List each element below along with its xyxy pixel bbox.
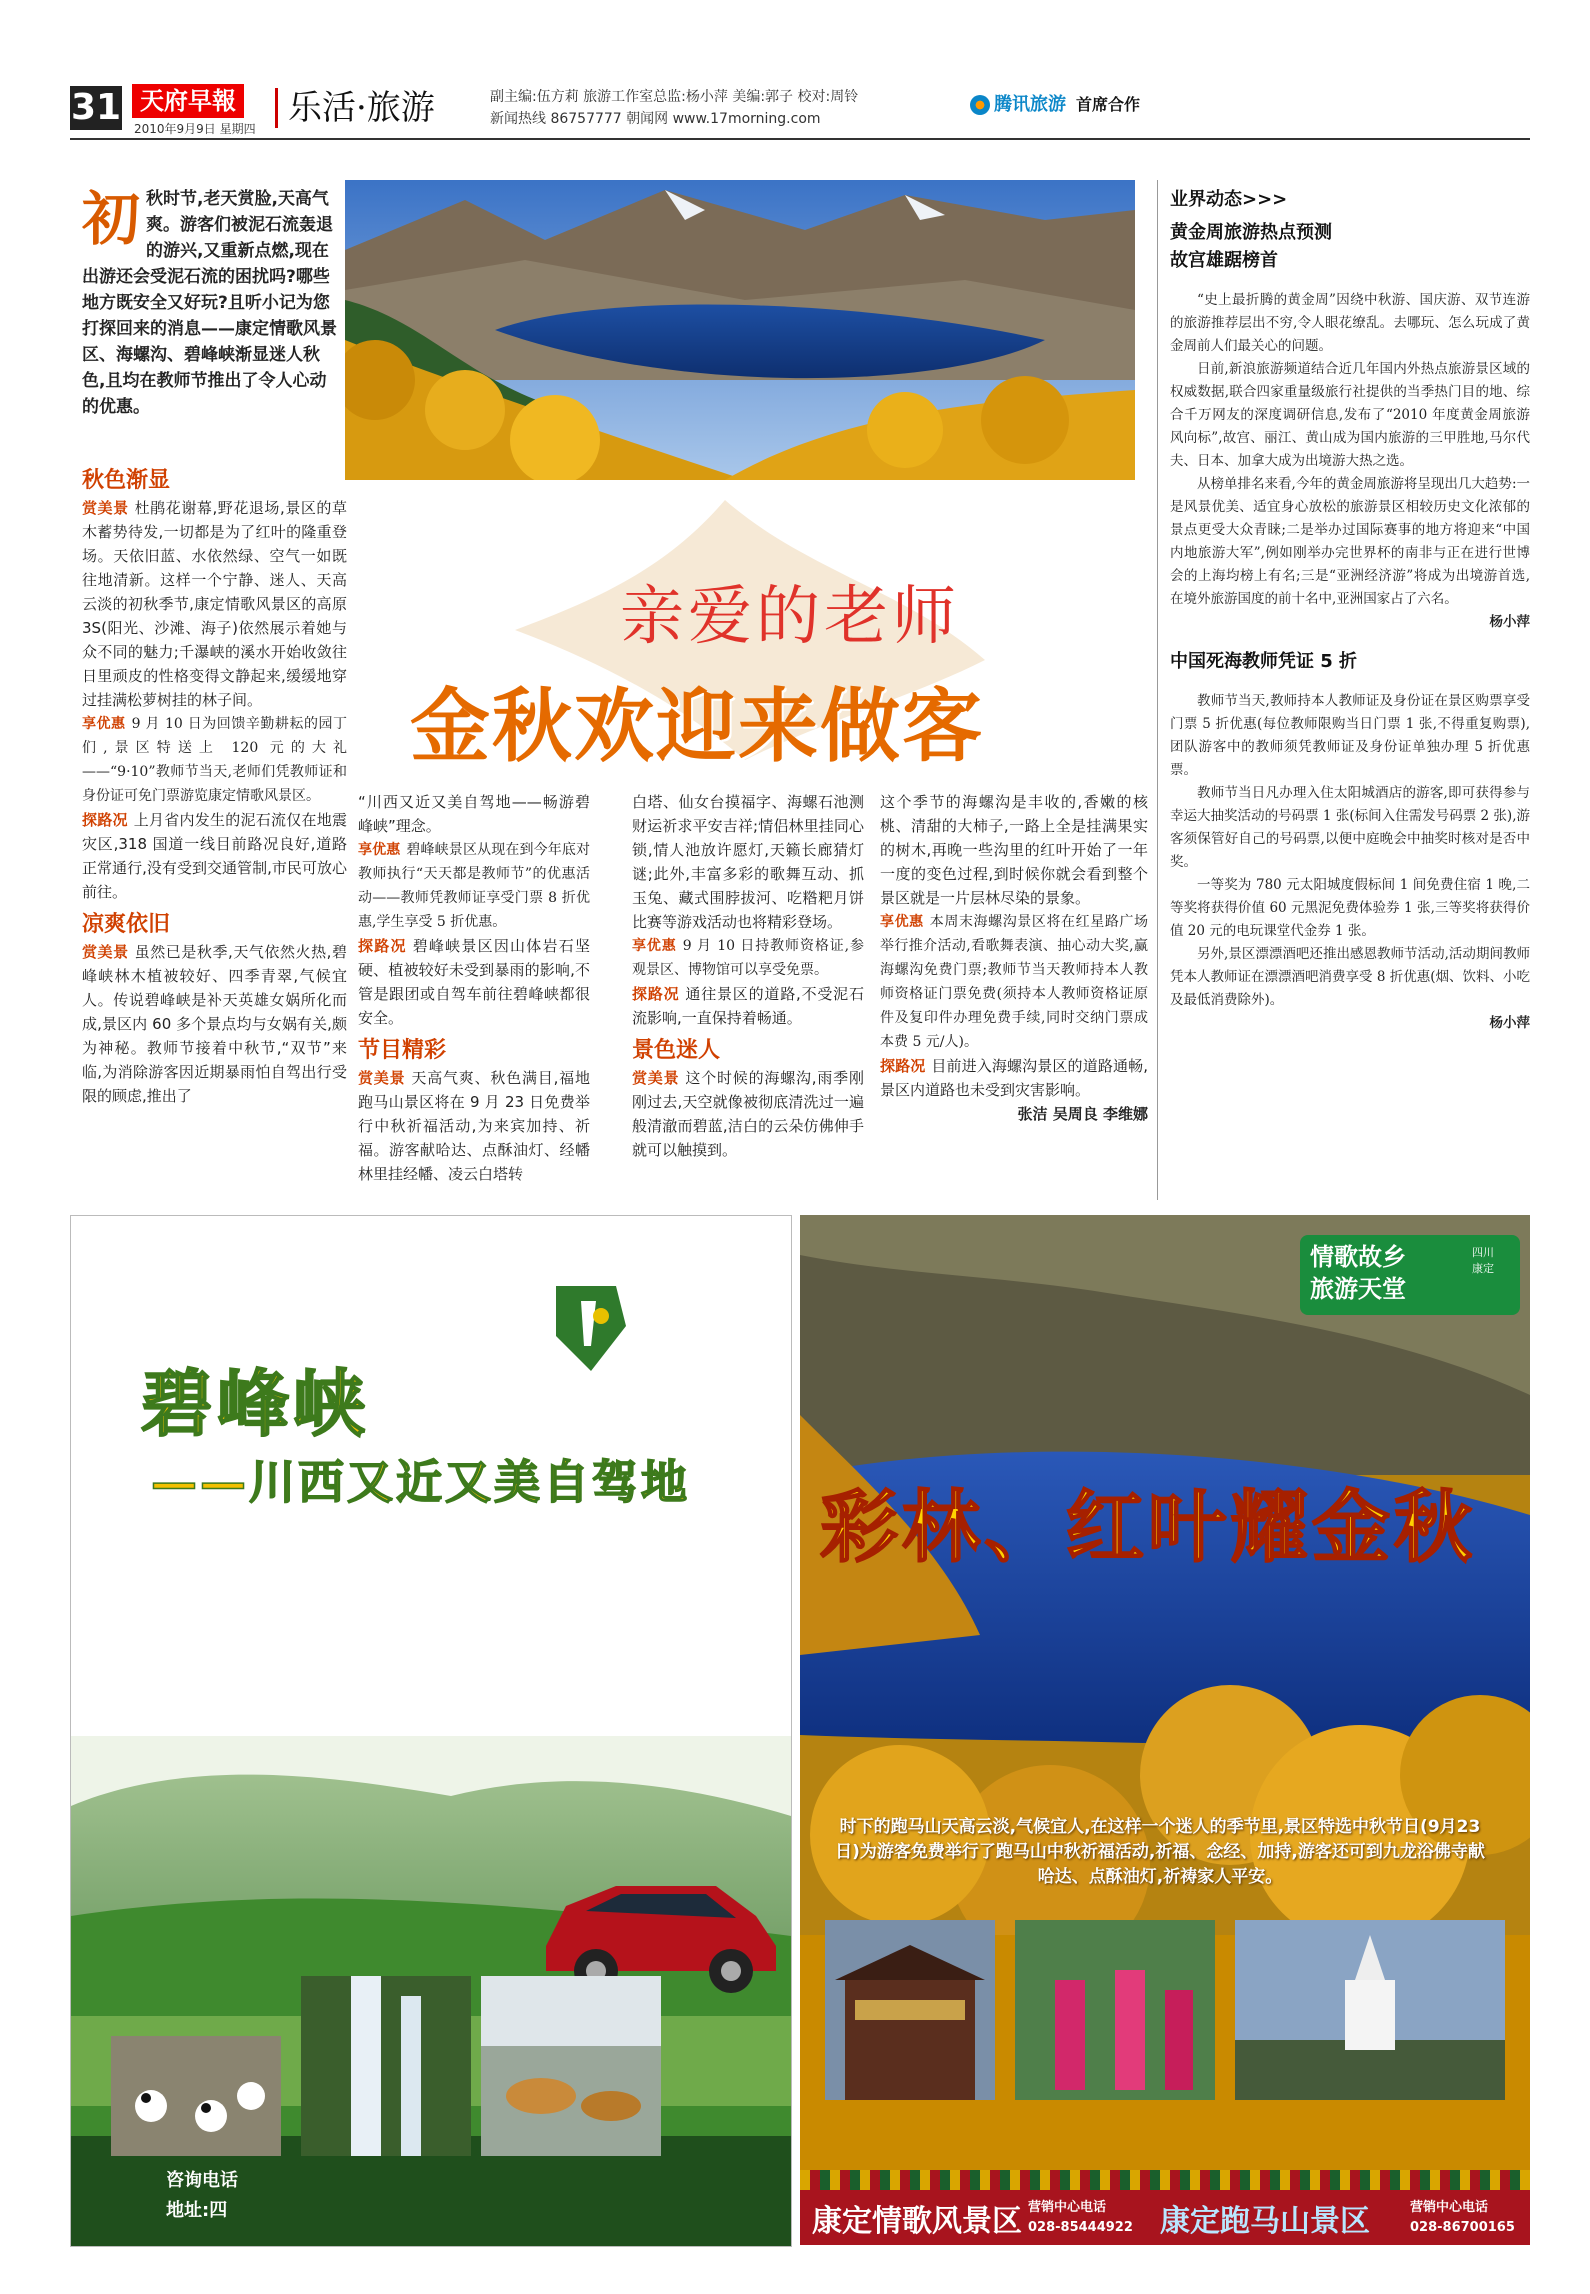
badge-side: [1472, 1245, 1494, 1277]
partner-logo-text: 腾讯旅游: [994, 94, 1066, 115]
news1-headline-line-1: 黄金周旅游热点预测: [1170, 222, 1332, 243]
col1-tag-4: 赏美景: [82, 943, 129, 961]
article-column-4: [880, 790, 1148, 1126]
column-divider: [1157, 180, 1158, 1200]
col3-para-3: [632, 982, 864, 1030]
contact-phone-label: 咨询电话: [166, 2170, 238, 2191]
kangding-ad: [800, 1215, 1530, 2245]
col1-para-2: [82, 712, 347, 808]
scenic-name-2: 康定跑马山景区: [1160, 2204, 1370, 2239]
col2-para-4: [358, 1066, 590, 1186]
kangding-footer: [800, 2190, 1530, 2245]
tencent-logo-icon: [970, 95, 990, 115]
panda-photo: [111, 2036, 281, 2156]
drop-cap: 初: [82, 185, 141, 253]
phone-number-2: 028-86700165: [1410, 2220, 1515, 2235]
partner-logo: [970, 94, 1066, 115]
news2-para-3: 一等奖为 780 元太阳城度假标间 1 间免费住宿 1 晚,二等奖将获得价值 60 元黑泥免费体验券 1 张,三等奖将获得价值 20 元的电玩课堂代金券 1 张。: [1170, 877, 1530, 939]
bifengxia-ad: [70, 1215, 792, 2247]
col2-text-2: 碧峰峡景区从现在到今年底对教师执行“天天都是教师节”的优惠活动——教师凭教师证享受门票 8 折优惠,学生享受 5 折优惠。: [358, 842, 591, 930]
news2-para-1: 教师节当天,教师持本人教师证及身份证在景区购票享受门票 5 折优惠(每位教师限购当日门票 1 张,不得重复购票),团队游客中的教师须凭教师证及身份证单独办理 5 折优惠票。: [1170, 693, 1530, 778]
badge-side-line-1: 四川: [1472, 1246, 1494, 1259]
news1-para-1: “史上最折腾的黄金周”因绕中秋游、国庆游、双节连游的旅游推荐层出不穷,令人眼花缭乱。去哪玩、怎么玩成了黄金周前人们最关心的问题。: [1170, 292, 1530, 354]
news2-para-4: 另外,景区漂漂酒吧还推出感恩教师节活动,活动期间教师凭本人教师证在漂漂酒吧消费享受 8 折优惠(烟、饮料、小吃及最低消费除外)。: [1170, 946, 1530, 1008]
col3-text-4: 这个时候的海螺沟,雨季刚刚过去,天空就像被彻底清洗过一遍般清澈而碧蓝,洁白的云朵仿佛伸手就可以触摸到。: [632, 1069, 864, 1159]
news1-headline: [1170, 219, 1530, 275]
col2-text-4: 天高气爽、秋色满目,福地跑马山景区将在 9 月 23 日免费举行中秋祈福活动,为来宾加持、祈福。游客献哈达、点酥油灯、经幡林里挂经幡、凌云白塔转: [358, 1069, 590, 1183]
badge-title-line-2: 旅游天堂: [1310, 1275, 1406, 1303]
news1-body: [1170, 289, 1530, 634]
news2-body: [1170, 690, 1530, 1035]
news2-byline: 杨小萍: [1489, 1015, 1530, 1031]
col1-para-1: [82, 496, 347, 712]
col1-text-4: 虽然已是秋季,天气依然火热,碧峰峡林木植被较好、四季青翠,气候宜人。传说碧峰峡是补天英雄女娲所化而成,景区内 60 多个景点均与女娲有关,颇为神秘。教师节接着中秋节,“双节”来临,为消除游客因近期暴雨怕自驾出行受限的顾虑,推出了: [82, 943, 347, 1105]
phone-block-2: [1410, 2198, 1515, 2238]
col3-para-4: [632, 1066, 864, 1162]
col2-tag-2: 享优惠: [358, 842, 401, 858]
header-rule: [70, 138, 1530, 140]
subhead-cool: 凉爽依旧: [82, 911, 171, 937]
news1-para-2: 日前,新浪旅游频道结合近几年国内外热点旅游景区域的权威数据,联合四家重量级旅行社提供的当季热门目的地、综合千万网友的深度调研信息,发布了“2010 年度黄金周旅游风向标”,故宫、丽江、黄山成为国内旅游的三甲胜地,马尔代夫、日本、加拿大成为出境游大热之选。: [1170, 361, 1530, 469]
bifengxia-contact: [166, 2166, 238, 2226]
col3-text-2: 9 月 10 日持教师资格证,参观景区、博物馆可以享受免票。: [632, 938, 865, 978]
col3-tag-2: 享优惠: [632, 938, 677, 954]
col1-tag-2: 享优惠: [82, 716, 126, 732]
news1-byline: 杨小萍: [1489, 614, 1530, 630]
tiger-photo: [481, 1976, 661, 2156]
col3-text-3: 通往景区的道路,不受泥石流影响,一直保持着畅通。: [632, 985, 864, 1027]
lake-photo: [345, 180, 1135, 480]
tibetan-building-photo: [825, 1920, 995, 2100]
article-column-3: [632, 790, 864, 1162]
article-column-2: [358, 790, 590, 1186]
industry-news-column: [1170, 185, 1530, 1035]
phone-label-1: 营销中心电话: [1028, 2200, 1107, 2215]
paper-name: 天府早報: [132, 84, 244, 118]
tibetan-pattern-border: [800, 2170, 1530, 2190]
waterfall-photo: [301, 1976, 471, 2156]
col4-tag-3: 探路况: [880, 1057, 926, 1075]
suv-car-photo: [526, 1856, 786, 1996]
lead-paragraph: [82, 186, 337, 420]
contact-address-label: 地址:四: [166, 2200, 228, 2221]
subhead-program: 节目精彩: [358, 1037, 447, 1063]
col4-text-2: 本周末海螺沟景区将在红星路广场举行推介活动,看歌舞表演、抽心动大奖,赢海螺沟免费门票;教师节当天教师持本人教师资格证门票免费(须持本人教师资格证原件及复印件办理免费手续,同时交纳门票成本费 5 元/人)。: [880, 914, 1149, 1050]
col2-tag-4: 赏美景: [358, 1069, 406, 1087]
news2-para-2: 教师节当日凡办理入住太阳城酒店的游客,即可获得参与幸运大抽奖活动的号码票 1 张(标间入住需发号码票 2 张),游客须保管好自己的号码票,以便中庭晚会中抽奖时核对是否中奖。: [1170, 785, 1530, 870]
kangding-title: 彩林、红叶耀金秋: [820, 1483, 1477, 1573]
col1-text-2: 9 月 10 日为回馈辛勤耕耘的园丁们,景区特送上 120 元的大礼——“9·10”教师节当天,老师们凭教师证和身份证可免门票游览康定情歌风景区。: [82, 716, 347, 804]
col1-text-1: 杜鹃花谢幕,野花退场,景区的草木蓄势待发,一切都是为了红叶的隆重登场。天依旧蓝、水依然绿、空气一如既往地清新。这样一个宁静、迷人、天高云淡的初秋季节,康定情歌风景区的高原 3S(阳光、沙滩、海子)依然展示着她与众不同的魅力;千瀑峡的溪水开始收敛往日里顽皮的性格变得文静起来,缓缓地穿过挂满松萝树挂的林子间。: [82, 499, 347, 709]
article-column-1: [82, 460, 347, 1108]
subhead-autumn: 秋色渐显: [82, 467, 171, 493]
credits-line-2: 新闻热线 86757777 朝闻网 www.17morning.com: [490, 111, 821, 127]
partner-text: 首席合作: [1076, 95, 1141, 114]
col4-para-3: [880, 1054, 1148, 1102]
lake-photo-svg: [345, 180, 1135, 480]
col4-tag-2: 享优惠: [880, 914, 924, 930]
col4-byline: 张洁 吴周良 李维娜: [1017, 1105, 1148, 1123]
badge-title: [1310, 1241, 1406, 1305]
phone-number-1: 028-85444922: [1028, 2220, 1133, 2235]
col1-text-3: 上月省内发生的泥石流仅在地震灾区,318 国道一线目前路况良好,道路正常通行,没有受到交通管制,市民可放心前往。: [82, 811, 347, 901]
col1-para-3: [82, 808, 347, 904]
dancers-photo: [1015, 1920, 1215, 2100]
kangding-badge: [1300, 1235, 1520, 1315]
subhead-scenery: 景色迷人: [632, 1037, 721, 1063]
col3-tag-4: 赏美景: [632, 1069, 680, 1087]
lead-text: 秋时节,老天赏脸,天高气爽。游客们被泥石流轰退的游兴,又重新点燃,现在出游还会受泥石流的困扰吗?哪些地方既安全又好玩?且听小记为您打探回来的消息——康定情歌风景区、海螺沟、碧峰峡渐显迷人秋色,且均在教师节推出了令人心动的优惠。: [82, 189, 337, 417]
section-title: 乐活·旅游: [275, 88, 435, 128]
col1-tag-1: 赏美景: [82, 499, 129, 517]
phone-block-1: [1028, 2198, 1133, 2238]
headline-line-2: 金秋欢迎来做客: [410, 680, 984, 773]
badge-side-line-2: 康定: [1472, 1262, 1494, 1275]
kangding-promo-text: 时下的跑马山天高云淡,气候宜人,在这样一个迷人的季节里,景区特选中秋节日(9月23日)为游客免费举行了跑马山中秋祈福活动,祈福、念经、加持,游客还可到九龙浴佛寺献哈达、点酥油灯,祈祷家人平安。: [835, 1817, 1485, 1887]
bifengxia-logo-icon: [546, 1276, 636, 1376]
news2-headline: 中国死海教师凭证 5 折: [1170, 651, 1358, 672]
page-number: 31: [70, 87, 122, 128]
col2-para-3: [358, 934, 590, 1030]
news1-para-3: 从榜单排名来看,今年的黄金周旅游将呈现出几大趋势:一是风景优美、适宜身心放松的旅游景区相较历史文化浓郁的景点更受大众青睐;二是举办过国际赛事的地方将迎来“中国内地旅游大军”,例如刚举办完世界杯的南非与正在进行世博会的上海均榜上有名;三是“亚洲经济游”将成为出境游首选,在境外旅游国度的前十名中,亚洲国家占了六名。: [1170, 476, 1530, 607]
col4-text-3: 目前进入海螺沟景区的道路通畅,景区内道路也未受到灾害影响。: [880, 1057, 1148, 1099]
col4-para-1: 这个季节的海螺沟是丰收的,香嫩的核桃、清甜的大柿子,一路上全是挂满果实的树木,再晚一些沟里的红叶开始了一年一度的变色过程,到时候你就会看到整个景区就是一片层林尽染的景象。: [880, 793, 1148, 907]
page-header: [70, 80, 1530, 140]
credits: [490, 86, 858, 130]
col4-para-2: [880, 910, 1148, 1054]
col3-para-1: 白塔、仙女台摸福字、海螺石池测财运祈求平安吉祥;情侣林里挂同心锁,情人池放许愿灯,天籁长廊猜灯谜;此外,丰富多彩的歌舞互动、抓玉兔、藏式围脖拔河、吃糌粑月饼比赛等游戏活动也将精彩登场。: [632, 793, 864, 931]
col3-para-2: [632, 934, 864, 982]
col2-para-1: “川西又近又美自驾地——畅游碧峰峡”理念。: [358, 793, 590, 835]
credits-line-1: 副主编:伍方莉 旅游工作室总监:杨小萍 美编:郭子 校对:周铃: [490, 89, 859, 105]
news1-headline-line-2: 故宫雄踞榜首: [1170, 250, 1278, 271]
col1-para-4: [82, 940, 347, 1108]
col2-tag-3: 探路况: [358, 937, 407, 955]
scenic-name-1: 康定情歌风景区: [812, 2204, 1022, 2239]
issue-date: 2010年9月9日 星期四: [134, 122, 256, 136]
industry-news-label: 业界动态>>>: [1170, 189, 1288, 210]
white-stupa-photo: [1235, 1920, 1505, 2100]
badge-title-line-1: 情歌故乡: [1310, 1243, 1406, 1271]
headline-line-1: 亲爱的老师: [620, 580, 960, 654]
col3-tag-3: 探路况: [632, 985, 680, 1003]
bifengxia-subtitle: ——川西又近又美自驾地: [151, 1455, 690, 1509]
col2-para-2: [358, 838, 590, 934]
phone-label-2: 营销中心电话: [1410, 2200, 1489, 2215]
col1-tag-3: 探路况: [82, 811, 128, 829]
partner: [970, 90, 1140, 116]
bifengxia-title: 碧峰峡: [141, 1361, 370, 1446]
col2-text-3: 碧峰峡景区因山体岩石坚硬、植被较好未受到暴雨的影响,不管是跟团或自驾车前往碧峰峡都很安全。: [358, 937, 590, 1027]
